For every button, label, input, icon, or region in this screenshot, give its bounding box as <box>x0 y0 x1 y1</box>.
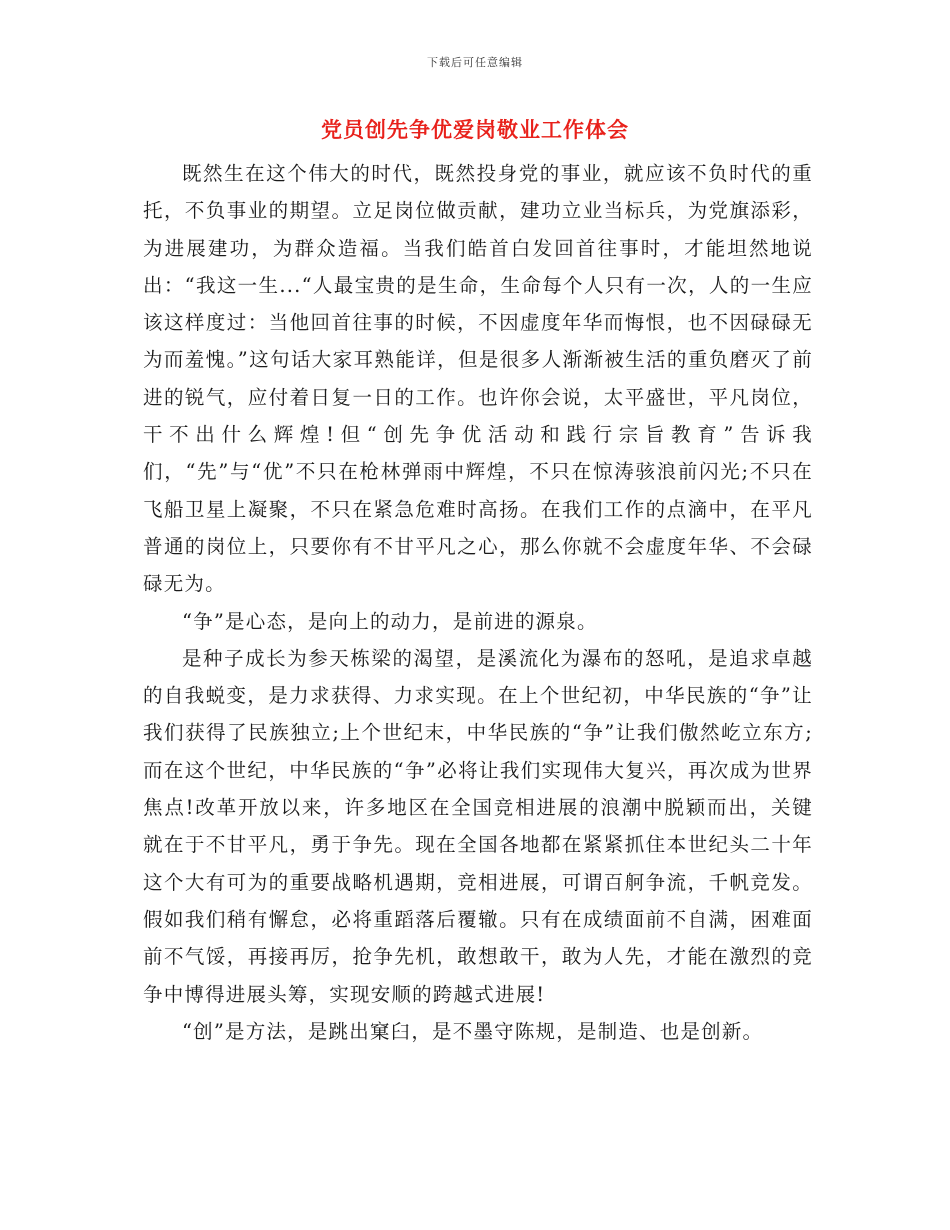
paragraph-1: 既然生在这个伟大的时代，既然投身党的事业，就应该不负时代的重托，不负事业的期望。立足岗位做贡献，建功立业当标兵，为党旗添彩，为进展建功，为群众造福。当我们皓首白发回首往事时，才能坦然地说出：“我这一生...“人最宝贵的是生命，生命每个人只有一次，人的一生应该这样度过：当他回首往事的时候，不因虚度年华而悔恨，也不因碌碌无为而羞愧。”这句话大家耳熟能详，但是很多人渐渐被生活的重负磨灭了前进的锐气，应付着日复一日的工作。也许你会说，太平盛世，平凡岗位，干不出什么辉煌!但“创先争优活动和践行宗旨教育”告诉我们，“先”与“优”不只在枪林弹雨中辉煌，不只在惊涛骇浪前闪光;不只在飞船卫星上凝聚，不只在紧急危难时高扬。在我们工作的点滴中，在平凡普通的岗位上，只要你有不甘平凡之心，那么你就不会虚度年华、不会碌碌无为。 <box>143 162 813 596</box>
document-title: 党员创先争优爱岗敬业工作体会 <box>321 117 629 142</box>
paragraph-2: “争”是心态，是向上的动力，是前进的源泉。 <box>182 609 598 633</box>
paragraph-3: 是种子成长为参天栋梁的渴望，是溪流化为瀑布的怒吼，是追求卓越的自我蜕变，是力求获得、力求实现。在上个世纪初，中华民族的“争”让我们获得了民族独立;上个世纪末，中华民族的“争”让我们傲然屹立东方;而在这个世纪，中华民族的“争”必将让我们实现伟大复兴，再次成为世界焦点!改革开放以来，许多地区在全国竞相进展的浪潮中脱颖而出，关键就在于不甘平凡，勇于争先。现在全国各地都在紧紧抓住本世纪头二十年这个大有可为的重要战略机遇期，竞相进展，可谓百舸争流，千帆竞发。假如我们稍有懈怠，必将重蹈落后覆辙。只有在成绩面前不自满，困难面前不气馁，再接再厉，抢争先机，敢想敢干，敢为人先，才能在激烈的竞争中博得进展头筹，实现安顺的跨越式进展! <box>143 646 813 1006</box>
paragraph-4: “创”是方法，是跳出窠臼，是不墨守陈规，是制造、也是创新。 <box>182 1019 764 1043</box>
header-note: 下载后可任意编辑 <box>427 56 523 69</box>
document-body <box>143 155 813 1050</box>
